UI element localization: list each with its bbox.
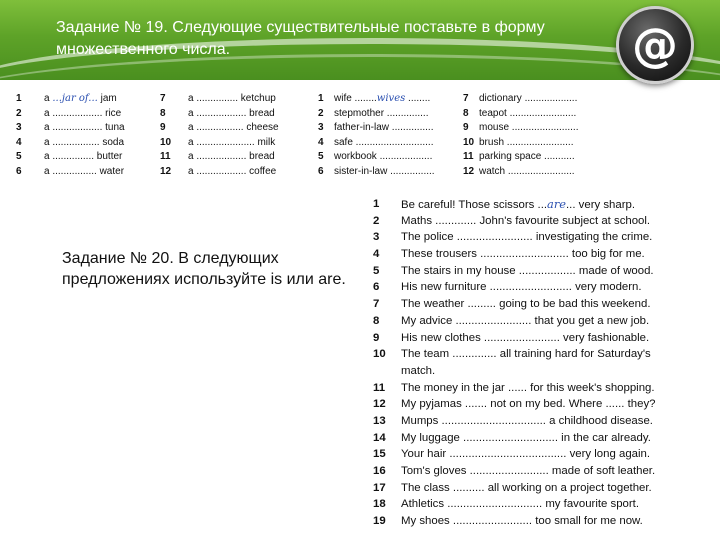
item-text: a .................. tuna (44, 122, 125, 134)
item-number: 19 (373, 515, 386, 528)
item-sentence (401, 263, 713, 280)
sentence-text: Maths ............. John's favourite subject at school. (401, 214, 651, 227)
item-text: mouse ........................ (479, 122, 579, 134)
item-number: 2 (16, 107, 22, 119)
item-text: brush ........................ (479, 136, 574, 148)
item-text: parking space ........... (479, 151, 575, 163)
item-number: 8 (463, 107, 469, 119)
sentence-text: My advice ........................ that you get a new job. (401, 314, 650, 327)
exercise-19-column (318, 92, 453, 180)
item-number: 7 (373, 298, 380, 311)
item-sentence (401, 463, 713, 480)
item-sentence (401, 430, 713, 447)
page-title: Задание № 19. Следующие существительные поставьте в форму множественного числа. (56, 19, 545, 58)
exercise-20-item (373, 213, 713, 230)
item-number: 12 (463, 165, 475, 177)
item-number: 1 (373, 198, 380, 210)
exercise-19-item (16, 92, 141, 107)
exercise-19-item (318, 92, 453, 107)
item-text: sister-in-law ................ (334, 165, 435, 177)
item-sentence (401, 279, 713, 296)
item-number: 12 (160, 165, 172, 177)
exercise-19-column (463, 92, 598, 180)
exercise-19-item (463, 92, 598, 107)
item-number: 11 (373, 381, 386, 394)
exercise-20-item (373, 463, 713, 480)
sentence-text: The weather ......... going to be bad this weekend. (401, 298, 651, 311)
item-number: 18 (373, 498, 386, 511)
exercise-19-item (16, 165, 141, 180)
exercise-20-item (373, 396, 713, 413)
item-sentence (401, 229, 713, 246)
item-number: 1 (318, 93, 324, 104)
exercise-20-item (373, 246, 713, 263)
exercise-20-item (373, 430, 713, 447)
item-text: a ..................... milk (188, 136, 276, 148)
exercise-20-item (373, 296, 713, 313)
item-sentence (401, 380, 713, 397)
sentence-text: These trousers ............................ too big for me. (401, 248, 645, 261)
item-sentence (401, 346, 713, 363)
exercise-20-item (373, 330, 713, 347)
item-text: father-in-law ............... (334, 122, 434, 134)
item-number: 7 (463, 93, 469, 104)
item-text: teapot ........................ (479, 107, 577, 119)
item-number: 9 (463, 122, 469, 134)
item-number: 15 (373, 448, 386, 461)
item-sentence (401, 413, 713, 430)
sentence-text: The team .............. all training hard for Saturday's (401, 348, 651, 361)
sentence-text: His new clothes ........................ very fashionable. (401, 331, 650, 344)
item-number: 4 (318, 136, 324, 148)
exercise-19-item (160, 107, 300, 122)
item-number: 9 (373, 331, 380, 344)
item-number: 5 (16, 151, 22, 163)
item-number: 14 (373, 431, 386, 444)
exercise-20-item (373, 363, 713, 380)
item-sentence (401, 213, 713, 230)
item-sentence (401, 330, 713, 347)
exercise-20-item (373, 480, 713, 497)
item-number: 10 (160, 136, 172, 148)
exercise-19-item (160, 150, 300, 165)
item-sentence (401, 480, 713, 497)
item-sentence (401, 196, 713, 213)
item-text: a ............... butter (44, 151, 123, 163)
item-number: 4 (16, 136, 22, 148)
item-text: a .................. bread (188, 151, 275, 163)
item-sentence (401, 296, 713, 313)
item-sentence (401, 313, 713, 330)
sentence-text: His new furniture .......................... very modern. (401, 281, 642, 294)
item-number (373, 363, 401, 380)
item-text: a .................. bread (188, 107, 275, 119)
exercise-20-list (373, 196, 713, 530)
item-number: 12 (373, 398, 386, 411)
sentence-text-after: ... very sharp. (566, 199, 636, 211)
item-number: 4 (373, 248, 380, 261)
exercise-19-item (318, 107, 453, 122)
title-banner (0, 0, 720, 80)
exercise-20-item (373, 496, 713, 513)
sentence-text: match. (401, 364, 436, 377)
item-sentence (401, 496, 713, 513)
item-sentence (401, 363, 713, 380)
item-number: 5 (373, 264, 380, 277)
exercise-20-item (373, 263, 713, 280)
item-text: stepmother ............... (334, 107, 429, 119)
item-number: 3 (16, 122, 22, 134)
exercise-20-item (373, 380, 713, 397)
exercise-19-item (318, 121, 453, 136)
exercise-20-item (373, 279, 713, 296)
item-number: 5 (318, 151, 324, 163)
exercise-19-item (463, 107, 598, 122)
item-number: 8 (373, 314, 380, 327)
sentence-text: The police ........................ investigating the crime. (401, 231, 653, 244)
item-number: 7 (160, 93, 166, 104)
exercise-20-item (373, 346, 713, 363)
item-sentence (401, 513, 713, 530)
exercise-20-item (373, 513, 713, 530)
item-number: 11 (463, 151, 474, 163)
exercise-19-item (160, 121, 300, 136)
exercise-19-item (160, 136, 300, 151)
exercise-19-item (463, 165, 598, 180)
exercise-19-item (160, 92, 300, 107)
item-number: 1 (16, 93, 22, 104)
item-number: 3 (373, 231, 380, 244)
task-20-heading: Задание № 20. В следующих предложениях используйте is или are. (62, 250, 346, 288)
item-text: workbook ................... (334, 151, 433, 163)
item-number: 17 (373, 481, 386, 494)
item-text: a ................ water (44, 165, 125, 177)
item-text-after: jam (97, 93, 117, 104)
exercise-19-item (318, 165, 453, 180)
exercise-20-item (373, 196, 713, 213)
exercise-20-item (373, 229, 713, 246)
sentence-text: My luggage .............................. in the car already. (401, 431, 651, 444)
item-text: dictionary ................... (479, 93, 578, 104)
exercise-20-item (373, 313, 713, 330)
exercise-19-item (16, 136, 141, 151)
item-number: 10 (463, 136, 475, 148)
item-number: 6 (318, 165, 324, 177)
item-text: a (44, 93, 53, 104)
sentence-text: Be careful! Those scissors ... (401, 199, 548, 211)
handwritten-answer: wives (376, 93, 406, 104)
item-text: a .................. coffee (188, 165, 277, 177)
sentence-text: The stairs in my house .................. made of wood. (401, 264, 654, 277)
item-number: 2 (318, 107, 324, 119)
sentence-text: The class .......... all working on a project together. (401, 481, 652, 494)
item-text: watch ........................ (479, 165, 575, 177)
exercise-19-item (318, 136, 453, 151)
item-text-after: ........ (405, 93, 431, 104)
item-text: a ................. cheese (188, 122, 279, 134)
exercise-19-column (160, 92, 300, 180)
exercise-19-item (463, 136, 598, 151)
item-sentence (401, 246, 713, 263)
item-text: a ............... ketchup (188, 93, 276, 104)
item-number: 6 (16, 165, 22, 177)
item-text: a .................. rice (44, 107, 122, 119)
sentence-text: Tom's gloves ......................... made of soft leather. (401, 465, 656, 477)
item-sentence (401, 446, 713, 463)
exercise-20-item (373, 413, 713, 430)
item-number: 8 (160, 107, 166, 119)
exercise-20-item (373, 446, 713, 463)
item-number: 6 (373, 281, 380, 294)
email-at-icon: @ (616, 6, 694, 84)
item-sentence (401, 396, 713, 413)
exercise-19-item (463, 150, 598, 165)
item-text: a ................. soda (44, 136, 125, 148)
item-number: 11 (160, 151, 171, 163)
sentence-text: Mumps ................................. a childhood disease. (401, 414, 653, 427)
sentence-text: Your hair ..................................... very long again. (401, 448, 651, 461)
item-number: 2 (373, 214, 380, 227)
handwritten-answer: ...jar of... (52, 93, 98, 104)
exercise-19-item (16, 107, 141, 122)
exercise-19-item (16, 150, 141, 165)
handwritten-answer: are (547, 197, 567, 211)
exercise-19-item (160, 165, 300, 180)
exercise-19-item (16, 121, 141, 136)
item-text: wife ........ (334, 93, 377, 104)
sentence-text: The money in the jar ...... for this week's shopping. (401, 381, 655, 394)
sentence-text: Athletics .............................. my favourite sport. (401, 498, 640, 511)
item-number: 3 (318, 122, 324, 134)
item-number: 9 (160, 122, 166, 134)
sentence-text: My pyjamas ....... not on my bed. Where ...... they? (401, 398, 656, 411)
exercise-19-item (318, 150, 453, 165)
item-number: 10 (373, 348, 386, 361)
item-number: 13 (373, 414, 386, 427)
exercise-19-item (463, 121, 598, 136)
item-number: 16 (373, 465, 386, 477)
item-text: safe ............................ (334, 136, 434, 148)
sentence-text: My shoes ......................... too small for me now. (401, 515, 643, 528)
exercise-19-column (16, 92, 141, 180)
